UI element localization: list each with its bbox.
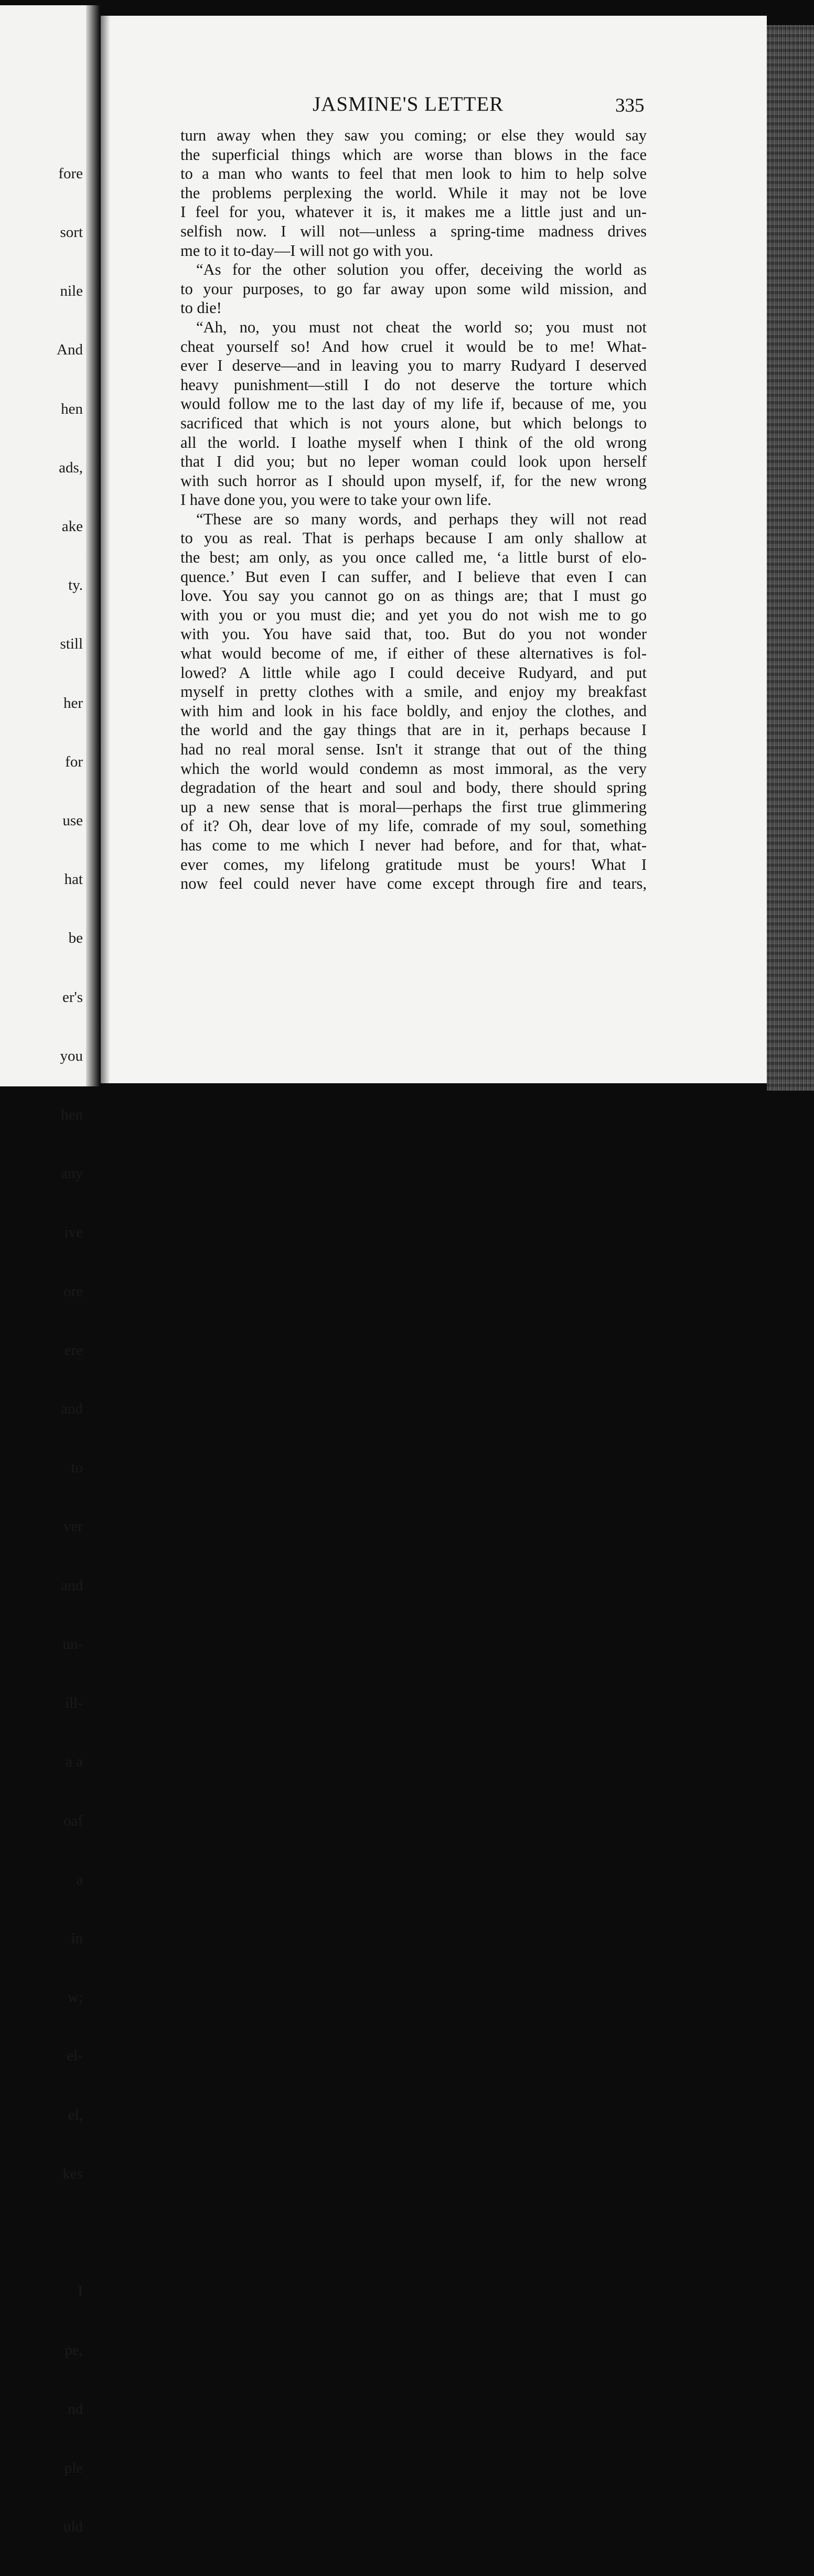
text-line: lowed? A little while ago I could deceive Rudyard, and put xyxy=(180,663,647,682)
text-line: the world and the gay things that are in it, perhaps because I xyxy=(180,721,647,739)
text-line: sacrificed that which is not yours alone, but which belongs to xyxy=(180,414,647,432)
text-line: myself in pretty clothes with a smile, and enjoy my breakfast xyxy=(180,683,647,701)
left-fragment: And xyxy=(57,341,83,359)
left-page xyxy=(0,5,100,2535)
text-line: ever I deserve—and in leaving you to marry Rudyard I deserved xyxy=(180,357,647,375)
left-fragment: still xyxy=(60,635,83,653)
left-fragment: un- xyxy=(62,1635,83,1653)
left-fragment: hat xyxy=(64,871,83,888)
text-line: “These are so many words, and perhaps they will not read xyxy=(196,510,647,528)
left-fragment: ere xyxy=(64,1341,83,1359)
text-line: with you or you must die; and yet you do not wish me to go xyxy=(180,606,647,624)
left-fragment: use xyxy=(62,812,83,829)
text-line: ever comes, my lifelong gratitude must be yours! What I xyxy=(180,855,647,874)
left-fragment: I xyxy=(78,2283,83,2300)
gutter-shadow xyxy=(86,5,100,1086)
text-line: I have done you, you were to take your own life. xyxy=(180,491,491,509)
left-fragment: hen xyxy=(61,1106,83,1124)
text-line: with him and look in his face boldly, and enjoy the clothes, and xyxy=(180,702,647,720)
left-fragment: to xyxy=(71,1459,83,1476)
fore-edge-texture xyxy=(767,25,814,1091)
left-fragment: ty. xyxy=(68,577,83,594)
running-head: JASMINE'S LETTER xyxy=(313,93,504,115)
text-line: turn away when they saw you coming; or else they would say xyxy=(180,126,647,144)
text-line: degradation of the heart and soul and body, there should spring xyxy=(180,779,647,797)
left-fragment: and xyxy=(61,1400,83,1418)
text-line: heavy punishment—still I do not deserve the torture which xyxy=(180,375,647,394)
page-curl-shadow xyxy=(101,16,110,1083)
text-line: to a man who wants to feel that men look to him to help solve xyxy=(180,165,647,183)
left-fragment: ver xyxy=(63,1518,83,1535)
left-fragment: ive xyxy=(64,1224,83,1241)
left-fragment: a xyxy=(76,1871,83,1888)
text-line: with you. You have said that, too. But do you not wonder xyxy=(180,625,647,643)
left-fragment: el- xyxy=(67,2047,83,2065)
text-line: now feel could never have come except through fire and tears, xyxy=(180,875,647,893)
left-fragment: fore xyxy=(58,165,83,182)
left-fragment: her xyxy=(63,694,83,712)
left-fragment: a a xyxy=(66,1753,83,1771)
text-line: quence.’ But even I can suffer, and I believe that even I can xyxy=(180,567,647,586)
text-line: I feel for you, whatever it is, it makes me a little just and un- xyxy=(180,203,647,221)
text-line: would follow me to the last day of my life if, because of me, you xyxy=(180,395,647,413)
text-line: all the world. I loathe myself when I think of the old wrong xyxy=(180,433,647,451)
left-fragment xyxy=(57,2223,83,2243)
text-line: had no real moral sense. Isn't it strange that out of the thing xyxy=(180,740,647,758)
text-line: that I did you; but no leper woman could look upon herself xyxy=(180,452,647,471)
left-fragment: ill- xyxy=(65,1695,83,1712)
left-fragment: nd xyxy=(68,2400,83,2418)
left-fragment: ads, xyxy=(59,459,83,476)
text-line: to you as real. That is perhaps because I am only shallow at xyxy=(180,529,647,547)
left-fragment: ple xyxy=(64,2459,83,2476)
left-fragment: uld xyxy=(63,2518,83,2535)
left-fragment: er's xyxy=(62,988,83,1006)
left-fragment: hen xyxy=(61,400,83,417)
text-line: what would become of me, if either of these alternatives is fol- xyxy=(180,644,647,663)
text-line: has come to me which I never had before, and for that, what- xyxy=(180,836,647,854)
left-fragment: sort xyxy=(60,224,83,241)
text-line: “Ah, no, you must not cheat the world so; you must not xyxy=(196,318,647,336)
left-fragment: be xyxy=(68,930,83,947)
text-line: to die! xyxy=(180,299,222,317)
text-line: selfish now. I will not—unless a spring-time madness drives xyxy=(180,222,647,240)
left-page-text-fragments xyxy=(57,125,83,2576)
left-fragment: in xyxy=(71,1930,83,1947)
text-line: with such horror as I should upon myself, if, for the new wrong xyxy=(180,471,647,490)
left-fragment: and xyxy=(61,1577,83,1594)
text-line: of it? Oh, dear love of my life, comrade of my soul, something xyxy=(180,817,647,835)
left-fragment: for xyxy=(65,753,83,770)
text-line: me to it to-day—I will not go with you. xyxy=(180,241,434,260)
left-fragment: pe, xyxy=(65,2342,83,2359)
left-fragment: oaf xyxy=(63,1812,83,1829)
body-text xyxy=(180,126,647,893)
text-line: the superficial things which are worse than blows in the face xyxy=(180,145,647,164)
left-fragment: el, xyxy=(68,2106,83,2124)
left-fragment: any xyxy=(61,1165,83,1182)
text-line: love. You say you cannot go on as things are; that I must go xyxy=(180,587,647,605)
text-line: cheat yourself so! And how cruel it would be to me! What- xyxy=(180,337,647,355)
text-line: to your purposes, to go far away upon some wild mission, and xyxy=(180,279,647,298)
text-line: which the world would condemn as most immoral, as the very xyxy=(180,759,647,778)
left-fragment: nile xyxy=(60,283,83,300)
text-line: the best; am only, as you once called me, ‘a little burst of elo- xyxy=(180,548,647,567)
text-line: up a new sense that is moral—perhaps the first true glimmering xyxy=(180,797,647,816)
left-fragment: you xyxy=(60,1047,83,1064)
left-fragment: ake xyxy=(61,518,83,535)
left-fragment: kes xyxy=(62,2165,83,2182)
book-fore-edge xyxy=(767,25,814,1091)
left-fragment: ore xyxy=(63,1282,83,1300)
text-line: the problems perplexing the world. While it may not be love xyxy=(180,184,647,202)
text-line: “As for the other solution you offer, deceiving the world as xyxy=(196,261,647,279)
page-number: 335 xyxy=(615,95,645,116)
left-fragment: w; xyxy=(68,1989,83,2006)
